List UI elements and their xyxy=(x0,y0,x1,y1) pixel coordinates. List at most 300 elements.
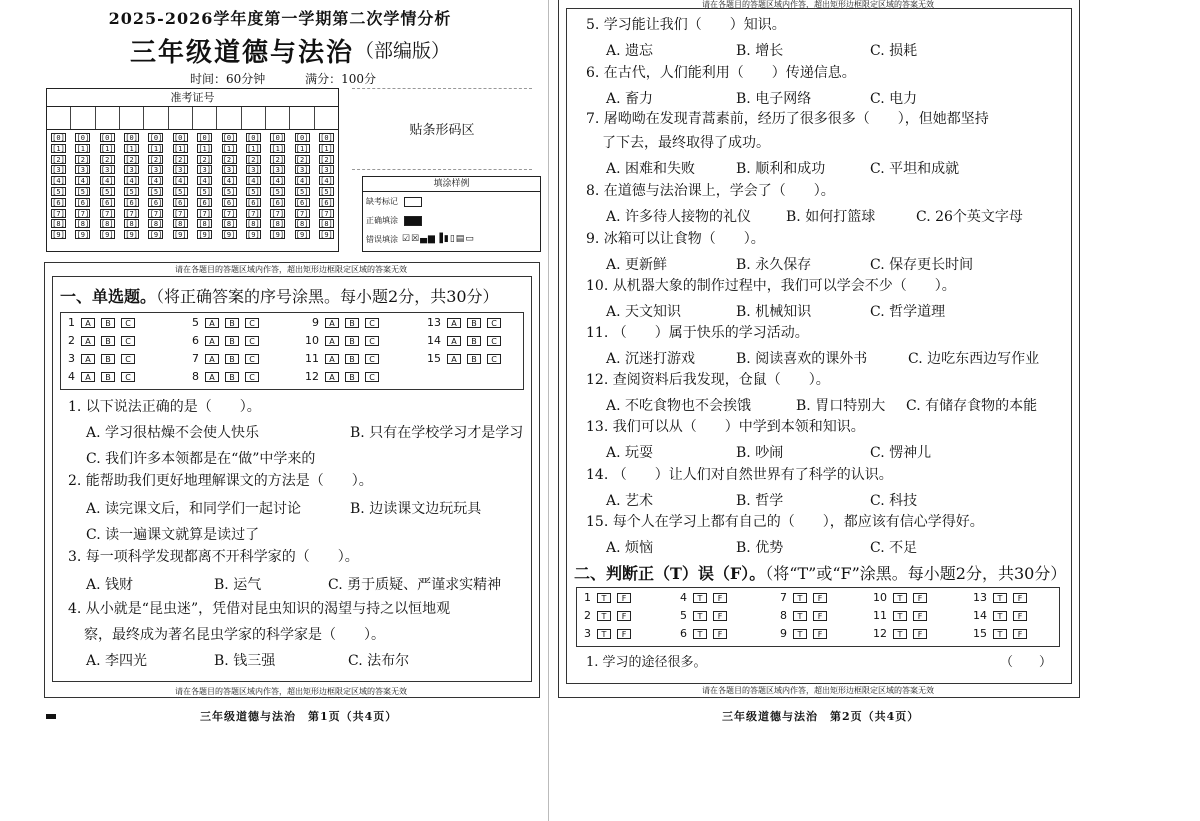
exam-id-bubble[interactable]: [0] xyxy=(295,134,309,142)
exam-id-bubble[interactable]: [6] xyxy=(52,198,65,207)
question-stem-continued: 了下去，最终取得了成功。 xyxy=(602,135,770,151)
answer-bubble-b[interactable]: B xyxy=(345,318,359,328)
answer-number: 6 xyxy=(192,334,199,347)
exam-id-bubble[interactable]: [4] xyxy=(125,177,138,186)
exam-id-bubble[interactable]: [6] xyxy=(198,198,211,207)
question-stem: 10. 从机器大象的制作过程中，我们可以学会不少（ ）。 xyxy=(586,278,956,294)
exam-id-bubble[interactable]: [3] xyxy=(125,166,138,175)
exam-id-bubble[interactable]: [8] xyxy=(100,220,114,229)
answer-bubble-a[interactable]: A xyxy=(325,336,339,346)
answer-number: 1 xyxy=(584,591,591,604)
answer-bubble-a[interactable]: A xyxy=(205,354,219,364)
exam-id-bubble[interactable]: [6] xyxy=(149,198,163,207)
exam-id-bubble[interactable]: [4] xyxy=(222,177,236,186)
answer-number: 9 xyxy=(780,627,787,640)
answer-row xyxy=(305,352,379,365)
page-divider xyxy=(548,0,549,821)
exam-id-bubble[interactable]: [6] xyxy=(320,198,333,207)
exam-id-bubble[interactable]: [1] xyxy=(149,144,163,153)
missing-mark-box[interactable] xyxy=(404,197,422,207)
exam-id-bubble[interactable]: [9] xyxy=(271,231,285,240)
exam-id-bubble[interactable]: [5] xyxy=(198,187,211,196)
answer-row xyxy=(185,334,259,347)
answer-bubble-b[interactable]: B xyxy=(225,318,239,328)
answer-row xyxy=(61,352,135,365)
exam-id-bubble[interactable]: [1] xyxy=(320,144,333,153)
exam-id-column xyxy=(100,133,115,241)
answer-number: 1 xyxy=(68,316,75,329)
exam-id-bubble[interactable]: [3] xyxy=(320,166,333,175)
exam-id-bubble[interactable]: [1] xyxy=(173,144,187,153)
answer-row xyxy=(61,370,135,383)
question-stem: 1. 以下说法正确的是（ ）。 xyxy=(68,399,261,415)
exam-id-bubble[interactable]: [4] xyxy=(100,177,114,186)
answer-bubble-b[interactable]: B xyxy=(467,354,481,364)
question-option: A. 钱财 xyxy=(86,577,134,593)
question-stem: 15. 每个人在学习上都有自己的（ ），都应该有信心学得好。 xyxy=(586,514,984,530)
answer-bubble-a[interactable]: A xyxy=(447,354,461,364)
exam-id-bubble[interactable]: [0] xyxy=(247,134,260,142)
exam-id-bubble[interactable]: [9] xyxy=(320,231,333,240)
exam-id-bubble[interactable]: [2] xyxy=(173,155,187,164)
question-option: A. 读完课文后，和同学们一起讨论 xyxy=(86,501,302,517)
exam-id-bubble[interactable]: [8] xyxy=(295,220,309,229)
answer-row xyxy=(673,627,727,640)
exam-id-bubble[interactable]: [4] xyxy=(52,177,65,186)
answer-number: 5 xyxy=(192,316,199,329)
answer-bubble-c[interactable]: C xyxy=(365,372,379,382)
exam-id-bubble[interactable]: [8] xyxy=(320,220,333,229)
question-option: C. 法布尔 xyxy=(348,653,410,669)
exam-id-column xyxy=(173,133,188,241)
exam-id-bubble[interactable]: [3] xyxy=(271,166,285,175)
question-option: B. 阅读喜欢的课外书 xyxy=(736,351,868,367)
exam-id-bubble[interactable]: [4] xyxy=(295,177,309,186)
question-option: A. 更新鲜 xyxy=(606,257,668,273)
fill-sample-title: 填涂样例 xyxy=(363,177,540,192)
question-stem: 11. （ ）属于快乐的学习活动。 xyxy=(586,325,809,341)
exam-id-bubble[interactable]: [2] xyxy=(198,155,211,164)
question-stem: 7. 屠呦呦在发现青蒿素前，经历了很多很多（ ），但她都坚持 xyxy=(586,111,989,127)
exam-id-bubble[interactable]: [2] xyxy=(125,155,138,164)
answer-bubble-c[interactable]: C xyxy=(245,336,259,346)
exam-id-cells[interactable] xyxy=(47,107,338,130)
exam-id-bubble[interactable]: [1] xyxy=(76,144,90,153)
answer-bubble-a[interactable]: A xyxy=(325,354,339,364)
question-option: C. 我们许多本领都是在“做”中学来的 xyxy=(86,451,316,467)
exam-id-bubble[interactable]: [0] xyxy=(271,134,285,142)
answer-bubble-a[interactable]: A xyxy=(205,336,219,346)
exam-id-bubble[interactable]: [7] xyxy=(76,209,90,218)
exam-id-bubble[interactable]: [0] xyxy=(76,134,90,142)
exam-id-bubble[interactable]: [3] xyxy=(247,166,260,175)
judge-question-1: 1. 学习的途径很多。 xyxy=(586,655,707,670)
answer-bubble-t[interactable]: T xyxy=(793,611,807,621)
exam-id-bubble[interactable]: [1] xyxy=(271,144,285,153)
exam-id-bubble[interactable]: [7] xyxy=(295,209,309,218)
exam-id-bubble[interactable]: [7] xyxy=(125,209,138,218)
answer-bubble-f[interactable]: F xyxy=(1013,629,1027,639)
answer-bubble-f[interactable]: F xyxy=(913,593,927,603)
exam-id-bubble[interactable]: [9] xyxy=(125,231,138,240)
answer-bubble-c[interactable]: C xyxy=(487,318,501,328)
question-stem: 2. 能帮助我们更好地理解课文的方法是（ ）。 xyxy=(68,473,373,489)
answer-bubble-t[interactable]: T xyxy=(597,611,611,621)
exam-info xyxy=(190,70,412,87)
question-stem: 8. 在道德与法治课上，学会了（ ）。 xyxy=(586,183,835,199)
exam-id-bubble[interactable]: [6] xyxy=(247,198,260,207)
answer-bubble-t[interactable]: T xyxy=(993,593,1007,603)
exam-id-bubble[interactable]: [6] xyxy=(222,198,236,207)
section2-title: 二、判断正（T）误（F）。 xyxy=(574,564,766,583)
exam-id-bubble[interactable]: [1] xyxy=(222,144,236,153)
answer-row xyxy=(973,609,1027,622)
exam-id-bubble[interactable]: [5] xyxy=(295,187,309,196)
exam-id-bubble[interactable]: [4] xyxy=(173,177,187,186)
exam-id-bubble[interactable]: [2] xyxy=(295,155,309,164)
answer-notice-top-right: 请在各题目的答题区域内作答，超出矩形边框限定区域的答案无效 xyxy=(702,0,934,9)
exam-id-bubble[interactable]: [3] xyxy=(295,166,309,175)
exam-id-bubble[interactable]: [8] xyxy=(149,220,163,229)
alignment-mark xyxy=(46,714,56,719)
answer-bubble-t[interactable]: T xyxy=(597,593,611,603)
exam-id-bubble[interactable]: [6] xyxy=(271,198,285,207)
exam-id-bubble[interactable]: [1] xyxy=(125,144,138,153)
answer-bubble-f[interactable]: F xyxy=(617,593,631,603)
exam-id-bubble[interactable]: [3] xyxy=(52,166,65,175)
answer-row xyxy=(673,591,727,604)
question-option: A. 天文知识 xyxy=(606,304,682,320)
exam-id-bubble[interactable]: [9] xyxy=(149,231,163,240)
exam-id-bubble[interactable]: [5] xyxy=(149,187,163,196)
exam-id-column xyxy=(270,133,285,241)
answer-bubble-c[interactable]: C xyxy=(487,354,501,364)
exam-id-bubble[interactable]: [4] xyxy=(198,177,211,186)
wrong-fill-samples-icon: ☑☒▄▆▐▮▯▤▭ xyxy=(402,234,475,244)
exam-id-bubble[interactable]: [2] xyxy=(149,155,163,164)
answer-notice-bottom-left: 请在各题目的答题区域内作答，超出矩形边框限定区域的答案无效 xyxy=(175,687,407,696)
answer-row xyxy=(185,370,259,383)
exam-id-bubble[interactable]: [0] xyxy=(100,134,114,142)
answer-bubble-f[interactable]: F xyxy=(617,611,631,621)
exam-id-bubble[interactable]: [7] xyxy=(173,209,187,218)
answer-row xyxy=(973,627,1027,640)
exam-id-bubble[interactable]: [5] xyxy=(100,187,114,196)
exam-id-bubble[interactable]: [5] xyxy=(76,187,90,196)
answer-bubble-b[interactable]: B xyxy=(225,354,239,364)
exam-id-bubble[interactable]: [7] xyxy=(271,209,285,218)
question-option: C. 平坦和成就 xyxy=(870,161,960,177)
time-label: 时间：60分钟 xyxy=(190,72,266,86)
question-stem: 9. 冰箱可以让食物（ ）。 xyxy=(586,231,765,247)
answer-bubble-f[interactable]: F xyxy=(713,593,727,603)
answer-bubble-a[interactable]: A xyxy=(325,372,339,382)
correct-fill-sample xyxy=(404,216,422,226)
exam-id-bubble[interactable]: [0] xyxy=(125,134,138,142)
exam-id-bubble[interactable]: [6] xyxy=(125,198,138,207)
answer-bubble-c[interactable]: C xyxy=(121,318,135,328)
answer-bubble-t[interactable]: T xyxy=(893,629,907,639)
answer-number: 14 xyxy=(973,609,987,622)
answer-row xyxy=(673,609,727,622)
exam-id-bubble[interactable]: [9] xyxy=(222,231,236,240)
exam-id-bubble[interactable]: [7] xyxy=(52,209,65,218)
question-option: B. 吵闹 xyxy=(736,445,784,461)
exam-id-bubble[interactable]: [5] xyxy=(173,187,187,196)
answer-bubble-b[interactable]: B xyxy=(345,372,359,382)
exam-id-bubble[interactable]: [0] xyxy=(52,134,65,142)
question-option: A. 遗忘 xyxy=(606,43,654,59)
exam-id-bubble[interactable]: [5] xyxy=(52,187,65,196)
exam-id-bubble[interactable]: [4] xyxy=(247,177,260,186)
exam-id-bubble[interactable]: [9] xyxy=(173,231,187,240)
answer-bubble-c[interactable]: C xyxy=(365,336,379,346)
exam-id-bubble[interactable]: [4] xyxy=(76,177,90,186)
exam-id-bubble[interactable]: [4] xyxy=(271,177,285,186)
answer-bubble-f[interactable]: F xyxy=(913,629,927,639)
exam-id-column xyxy=(124,133,139,241)
exam-id-bubble[interactable]: [3] xyxy=(222,166,236,175)
exam-id-bubble[interactable]: [9] xyxy=(198,231,211,240)
answer-bubble-t[interactable]: T xyxy=(597,629,611,639)
answer-bubble-b[interactable]: B xyxy=(101,318,115,328)
answer-bubble-f[interactable]: F xyxy=(813,611,827,621)
section2-instruction: （将“T”或“F”涂黑。每小题2分，共30分） xyxy=(765,564,1067,583)
question-stem-continued: 察，最终成为著名昆虫学家的科学家是（ ）。 xyxy=(84,627,385,643)
answer-bubble-t[interactable]: T xyxy=(693,629,707,639)
exam-id-bubble[interactable]: [3] xyxy=(100,166,114,175)
exam-id-bubble[interactable]: [7] xyxy=(198,209,211,218)
answer-bubble-f[interactable]: F xyxy=(713,611,727,621)
exam-id-bubble[interactable]: [6] xyxy=(173,198,187,207)
answer-bubble-c[interactable]: C xyxy=(245,318,259,328)
question-option: A. 玩耍 xyxy=(606,445,654,461)
exam-id-bubble[interactable]: [2] xyxy=(52,155,65,164)
answer-number: 15 xyxy=(973,627,987,640)
answer-bubble-f[interactable]: F xyxy=(1013,611,1027,621)
answer-bubble-c[interactable]: C xyxy=(121,336,135,346)
exam-id-column xyxy=(148,133,163,241)
answer-row xyxy=(577,591,631,604)
question-option: C. 26个英文字母 xyxy=(916,209,1023,225)
answer-bubble-c[interactable]: C xyxy=(121,354,135,364)
answer-bubble-t[interactable]: T xyxy=(693,593,707,603)
exam-id-bubble[interactable]: [2] xyxy=(100,155,114,164)
answer-bubble-f[interactable]: F xyxy=(813,629,827,639)
exam-id-bubble[interactable]: [0] xyxy=(320,134,333,142)
answer-bubble-a[interactable]: A xyxy=(81,372,95,382)
question-option: C. 读一遍课文就算是读过了 xyxy=(86,527,260,543)
exam-id-box xyxy=(46,88,339,252)
answer-bubble-t[interactable]: T xyxy=(693,611,707,621)
question-option: C. 哲学道理 xyxy=(870,304,946,320)
exam-id-bubble[interactable]: [7] xyxy=(247,209,260,218)
exam-id-bubble[interactable]: [5] xyxy=(125,187,138,196)
exam-id-bubble[interactable]: [9] xyxy=(52,231,65,240)
exam-id-bubble[interactable]: [3] xyxy=(198,166,211,175)
exam-id-bubble[interactable]: [9] xyxy=(247,231,260,240)
answer-bubble-a[interactable]: A xyxy=(81,336,95,346)
answer-bubble-a[interactable]: A xyxy=(325,318,339,328)
exam-id-bubble[interactable]: [2] xyxy=(320,155,333,164)
answer-row xyxy=(577,609,631,622)
exam-id-bubble[interactable]: [9] xyxy=(76,231,90,240)
correct-fill-label: 正确填涂 xyxy=(366,216,398,225)
exam-id-column xyxy=(295,133,310,241)
answer-bubble-f[interactable]: F xyxy=(713,629,727,639)
exam-id-bubble[interactable]: [2] xyxy=(247,155,260,164)
answer-bubble-c[interactable]: C xyxy=(245,372,259,382)
question-option: B. 增长 xyxy=(736,43,784,59)
answer-bubble-f[interactable]: F xyxy=(813,593,827,603)
answer-number: 10 xyxy=(873,591,887,604)
answer-bubble-t[interactable]: T xyxy=(793,593,807,603)
answer-bubble-b[interactable]: B xyxy=(101,354,115,364)
answer-number: 8 xyxy=(192,370,199,383)
answer-number: 10 xyxy=(305,334,319,347)
exam-id-bubble[interactable]: [1] xyxy=(52,144,65,153)
exam-id-bubble[interactable]: [5] xyxy=(271,187,285,196)
exam-id-bubble[interactable]: [0] xyxy=(222,134,236,142)
exam-id-bubble[interactable]: [6] xyxy=(76,198,90,207)
answer-bubble-c[interactable]: C xyxy=(245,354,259,364)
answer-bubble-a[interactable]: A xyxy=(81,354,95,364)
answer-row xyxy=(773,591,827,604)
answer-row xyxy=(427,316,501,329)
exam-id-bubble[interactable]: [4] xyxy=(149,177,163,186)
answer-number: 6 xyxy=(680,627,687,640)
exam-id-bubble[interactable]: [9] xyxy=(295,231,309,240)
answer-bubble-c[interactable]: C xyxy=(487,336,501,346)
answer-bubble-b[interactable]: B xyxy=(467,336,481,346)
exam-id-bubble[interactable]: [8] xyxy=(52,220,65,229)
question-stem: 13. 我们可以从（ ）中学到本领和知识。 xyxy=(586,419,865,435)
exam-id-bubble[interactable]: [6] xyxy=(295,198,309,207)
answer-number: 15 xyxy=(427,352,441,365)
exam-id-bubble[interactable]: [8] xyxy=(125,220,138,229)
answer-row xyxy=(305,370,379,383)
exam-id-bubble[interactable]: [8] xyxy=(222,220,236,229)
judge-question-1-answer-paren[interactable]: （ ） xyxy=(1000,655,1053,670)
exam-id-bubble[interactable]: [0] xyxy=(173,134,187,142)
exam-id-bubble[interactable]: [0] xyxy=(149,134,163,142)
exam-id-bubble[interactable]: [3] xyxy=(76,166,90,175)
question-option: C. 边吃东西边写作业 xyxy=(908,351,1040,367)
answer-number: 9 xyxy=(312,316,319,329)
exam-id-bubble[interactable]: [2] xyxy=(76,155,90,164)
exam-id-bubble[interactable]: [8] xyxy=(198,220,211,229)
exam-id-bubble[interactable]: [5] xyxy=(247,187,260,196)
exam-id-column xyxy=(75,133,90,241)
exam-id-bubble[interactable]: [5] xyxy=(222,187,236,196)
answer-row xyxy=(427,334,501,347)
answer-bubble-b[interactable]: B xyxy=(225,372,239,382)
answer-bubble-t[interactable]: T xyxy=(893,593,907,603)
answer-bubble-b[interactable]: B xyxy=(101,336,115,346)
answer-bubble-t[interactable]: T xyxy=(993,611,1007,621)
answer-bubble-c[interactable]: C xyxy=(121,372,135,382)
exam-id-bubble[interactable]: [1] xyxy=(198,144,211,153)
answer-bubble-a[interactable]: A xyxy=(81,318,95,328)
exam-id-bubble[interactable]: [8] xyxy=(247,220,260,229)
exam-id-bubble[interactable]: [7] xyxy=(149,209,163,218)
answer-bubble-b[interactable]: B xyxy=(345,354,359,364)
exam-id-bubble[interactable]: [7] xyxy=(222,209,236,218)
question-option: B. 永久保存 xyxy=(736,257,812,273)
answer-row xyxy=(305,316,379,329)
question-option: A. 沉迷打游戏 xyxy=(606,351,696,367)
exam-id-bubble[interactable]: [6] xyxy=(100,198,114,207)
barcode-area xyxy=(352,88,532,170)
answer-row xyxy=(305,334,379,347)
answer-notice-top-left: 请在各题目的答题区域内作答，超出矩形边框限定区域的答案无效 xyxy=(175,265,407,274)
answer-number: 3 xyxy=(584,627,591,640)
question-option: B. 运气 xyxy=(214,577,262,593)
question-option: C. 不足 xyxy=(870,540,918,556)
exam-id-label: 准考证号 xyxy=(47,89,338,107)
exam-id-bubble[interactable]: [2] xyxy=(271,155,285,164)
exam-id-bubble[interactable]: [3] xyxy=(173,166,187,175)
section2-heading xyxy=(574,561,1066,584)
answer-bubble-f[interactable]: F xyxy=(913,611,927,621)
exam-id-bubble[interactable]: [1] xyxy=(247,144,260,153)
section2-answer-grid xyxy=(576,587,1060,647)
exam-id-bubble[interactable]: [0] xyxy=(198,134,211,142)
question-option: B. 只有在学校学习才是学习 xyxy=(350,425,524,441)
answer-bubble-b[interactable]: B xyxy=(225,336,239,346)
answer-bubble-c[interactable]: C xyxy=(365,354,379,364)
exam-id-bubble[interactable]: [8] xyxy=(76,220,90,229)
answer-number: 2 xyxy=(68,334,75,347)
exam-id-bubble[interactable]: [7] xyxy=(320,209,333,218)
answer-bubble-b[interactable]: B xyxy=(345,336,359,346)
footer-right: 三年级道德与法治 第2页（共4页） xyxy=(722,710,920,723)
answer-bubble-f[interactable]: F xyxy=(1013,593,1027,603)
question-stem: 5. 学习能让我们（ ）知识。 xyxy=(586,17,786,33)
section1-instruction: （将正确答案的序号涂黑。每小题2分，共30分） xyxy=(156,287,499,306)
exam-id-bubble-grid[interactable] xyxy=(47,130,338,241)
question-option: A. 不吃食物也不会挨饿 xyxy=(606,398,752,414)
answer-bubble-a[interactable]: A xyxy=(205,372,219,382)
answer-bubble-a[interactable]: A xyxy=(447,336,461,346)
answer-bubble-t[interactable]: T xyxy=(893,611,907,621)
answer-bubble-a[interactable]: A xyxy=(447,318,461,328)
exam-id-bubble[interactable]: [8] xyxy=(271,220,285,229)
question-stem: 6. 在古代，人们能利用（ ）传递信息。 xyxy=(586,65,856,81)
answer-bubble-b[interactable]: B xyxy=(467,318,481,328)
exam-id-bubble[interactable]: [4] xyxy=(320,177,333,186)
answer-bubble-t[interactable]: T xyxy=(793,629,807,639)
exam-id-bubble[interactable]: [3] xyxy=(149,166,163,175)
exam-id-bubble[interactable]: [7] xyxy=(100,209,114,218)
answer-row xyxy=(427,352,501,365)
exam-id-bubble[interactable]: [5] xyxy=(320,187,333,196)
answer-bubble-t[interactable]: T xyxy=(993,629,1007,639)
exam-id-bubble[interactable]: [1] xyxy=(100,144,114,153)
answer-bubble-b[interactable]: B xyxy=(101,372,115,382)
answer-bubble-f[interactable]: F xyxy=(617,629,631,639)
answer-bubble-a[interactable]: A xyxy=(205,318,219,328)
exam-id-bubble[interactable]: [8] xyxy=(173,220,187,229)
answer-row xyxy=(973,591,1027,604)
answer-notice-bottom-right: 请在各题目的答题区域内作答，超出矩形边框限定区域的答案无效 xyxy=(702,686,934,695)
exam-id-bubble[interactable]: [2] xyxy=(222,155,236,164)
answer-number: 3 xyxy=(68,352,75,365)
question-option: A. 许多待人接物的礼仪 xyxy=(606,209,752,225)
exam-id-bubble[interactable]: [9] xyxy=(100,231,114,240)
answer-bubble-c[interactable]: C xyxy=(365,318,379,328)
exam-id-bubble[interactable]: [1] xyxy=(295,144,309,153)
